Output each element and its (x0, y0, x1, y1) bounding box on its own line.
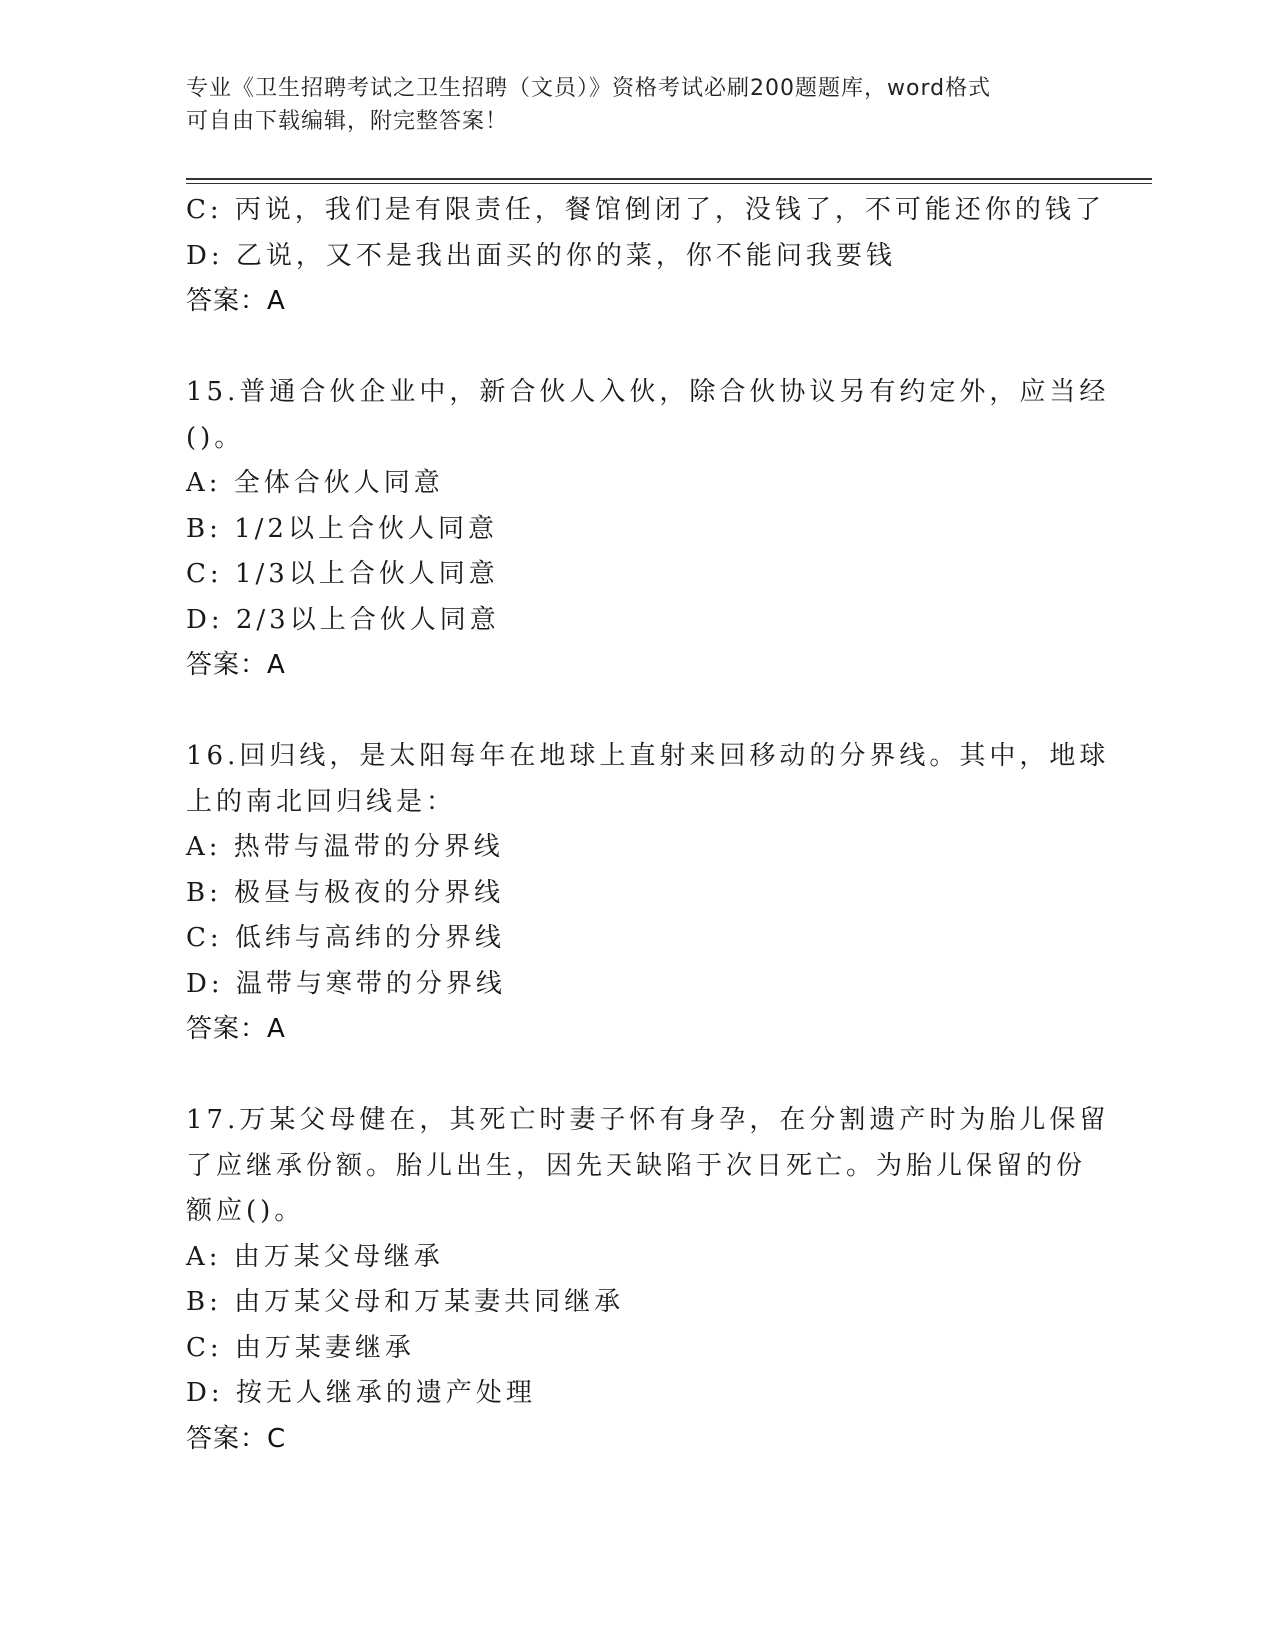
question-stem-line: 了应继承份额。胎儿出生，因先天缺陷于次日死亡。为胎儿保留的份 (186, 1150, 1087, 1181)
question-stem-line: 额应()。 (186, 1196, 305, 1226)
option-c: C: 由万某妻继承 (186, 1332, 415, 1363)
header-divider-thin (186, 183, 1152, 184)
spacer (186, 325, 1086, 371)
header-divider-thick (186, 178, 1152, 180)
option-b: B: 由万某父母和万某妻共同继承 (186, 1287, 625, 1317)
header-title-line-1: 专业《卫生招聘考试之卫生招聘（文员）》资格考试必刷200题题库，word格式 (186, 76, 992, 101)
document-header (186, 72, 1086, 138)
question-15 (186, 370, 1110, 689)
option-d: D: 2/3以上合伙人同意 (186, 604, 500, 635)
option-a: A: 热带与温带的分界线 (186, 832, 504, 862)
option-b: B: 极昼与极夜的分界线 (186, 877, 505, 908)
question-17 (186, 1098, 1110, 1462)
header-title-line-2: 可自由下载编辑，附完整答案！ (186, 109, 509, 134)
option-c: C: 低纬与高纬的分界线 (186, 923, 505, 953)
question-stem-line: 16.回归线，是太阳每年在地球上直射来回移动的分界线。其中，地球 (186, 741, 1110, 771)
question-stem-line: 17.万某父母健在，其死亡时妻子怀有身孕，在分割遗产时为胎儿保留 (186, 1105, 1110, 1135)
option-b: B: 1/2以上合伙人同意 (186, 513, 498, 544)
answer-line: 答案：A (186, 286, 286, 316)
option-d: D: 温带与寒带的分界线 (186, 968, 506, 999)
spacer (186, 689, 1086, 735)
spacer (186, 1053, 1086, 1099)
question-stem-line: ()。 (186, 422, 245, 453)
answer-line: 答案：A (186, 650, 286, 680)
option-a: A: 全体合伙人同意 (186, 468, 444, 498)
question-16 (186, 734, 1110, 1053)
answer-line: 答案：C (186, 1423, 287, 1454)
option-c: C: 丙说，我们是有限责任，餐馆倒闭了，没钱了，不可能还你的钱了 (186, 195, 1105, 225)
option-d: D: 按无人继承的遗产处理 (186, 1378, 536, 1408)
question-14-continued (186, 188, 1105, 325)
answer-line: 答案：A (186, 1014, 286, 1044)
question-list (186, 188, 1110, 1462)
option-a: A: 由万某父母继承 (186, 1241, 444, 1272)
question-stem-line: 上的南北回归线是： (186, 786, 457, 817)
option-d: D: 乙说，又不是我出面买的你的菜，你不能问我要钱 (186, 240, 896, 271)
option-c: C: 1/3以上合伙人同意 (186, 559, 499, 589)
question-stem-line: 15.普通合伙企业中，新合伙人入伙，除合伙协议另有约定外，应当经 (186, 377, 1110, 407)
